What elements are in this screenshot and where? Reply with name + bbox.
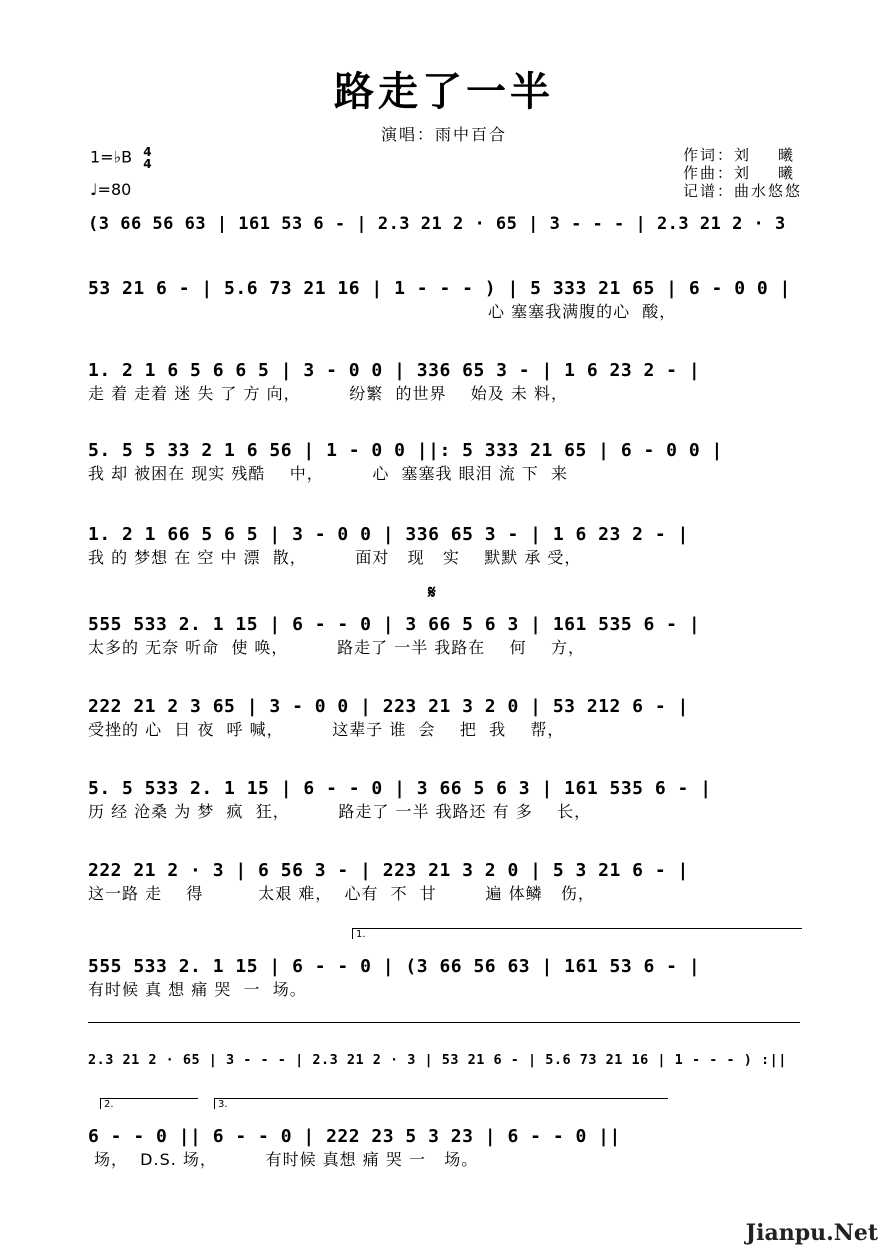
- score-system-6: [88, 614, 800, 658]
- tempo-marking: ♩=80: [90, 180, 132, 199]
- score-system-3: [88, 360, 800, 404]
- score-system-10: [88, 956, 800, 1000]
- lyrics-line: 场， D.S. 场， 有时候 真想 痛 哭 一 场。: [94, 1150, 479, 1169]
- credits-block: [683, 146, 802, 200]
- score-system-8: [88, 778, 800, 822]
- time-sig-bottom: 4: [143, 157, 152, 171]
- notation-line: 2.3 21 2 · 65 | 3 - - - | 2.3 21 2 · 3 | 53 21 6 - | 5.6 73 21 16 | 1 - - - ) :||: [88, 1052, 787, 1068]
- lyricist-credit: 作词：刘 曦: [682, 146, 796, 164]
- score-system-7: [88, 696, 800, 740]
- key-label: 1=♭B: [90, 147, 133, 167]
- score-system-5: [88, 524, 800, 568]
- composer-credit: 作曲：刘 曦: [682, 164, 796, 182]
- score-system-2: [88, 278, 800, 322]
- volta-second-ending: 2.: [100, 1098, 198, 1109]
- score-system-4: [88, 440, 800, 484]
- notation-line: (3 66 56 63 | 161 53 6 - | 2.3 21 2 · 65 | 3 - - - | 2.3 21 2 · 3: [88, 214, 786, 234]
- time-sig-top: 4: [143, 145, 152, 159]
- notation-line: 5. 5 533 2. 1 15 | 6 - - 0 | 3 66 5 6 3 | 161 535 6 - |: [88, 778, 712, 799]
- site-watermark: Jianpu.Net: [745, 1220, 878, 1246]
- lyrics-line: 走 着 走着 迷 失 了 方 向， 纷繁 的世界 始及 未 料，: [88, 384, 568, 403]
- lyrics-line: 历 经 沧桑 为 梦 疯 狂， 路走了 一半 我路还 有 多 长，: [88, 802, 592, 821]
- song-title: 路走了一半: [334, 68, 554, 115]
- lyrics-line: 我 却 被困在 现实 残酷 中， 心 塞塞我 眼泪 流 下 来: [88, 464, 568, 483]
- score-system-11: [88, 1052, 800, 1068]
- notation-line: 5. 5 5 33 2 1 6 56 | 1 - 0 0 ||: 5 333 21 65 | 6 - 0 0 |: [88, 440, 723, 461]
- score-system-12: [88, 1126, 800, 1170]
- notation-line: 1. 2 1 66 5 6 5 | 3 - 0 0 | 336 65 3 - | 1 6 23 2 - |: [88, 524, 689, 545]
- score-system-9: [88, 860, 800, 904]
- segno-sign: 𝄋: [428, 582, 436, 603]
- volta-continuation-line: [88, 1022, 800, 1023]
- volta-first-ending: 1.: [352, 928, 802, 939]
- notation-line: 1. 2 1 6 5 6 6 5 | 3 - 0 0 | 336 65 3 - | 1 6 23 2 - |: [88, 360, 701, 381]
- lyrics-line: 有时候 真 想 痛 哭 一 场。: [88, 980, 307, 999]
- lyrics-line: 这一路 走 得 太艰 难， 心有 不 甘 遍 体鳞 伤，: [88, 884, 595, 903]
- lyrics-line: 我 的 梦想 在 空 中 漂 散， 面对 现 实 默默 承 受，: [88, 548, 582, 567]
- notation-line: 555 533 2. 1 15 | 6 - - 0 | (3 66 56 63 | 161 53 6 - |: [88, 956, 701, 977]
- notation-line: 222 21 2 · 3 | 6 56 3 - | 223 21 3 2 0 | 5 3 21 6 - |: [88, 860, 689, 881]
- score-system-1: [88, 214, 800, 234]
- notation-line: 53 21 6 - | 5.6 73 21 16 | 1 - - - ) | 5 333 21 65 | 6 - 0 0 |: [88, 278, 791, 299]
- singer-credit: 演唱：雨中百合: [380, 125, 507, 144]
- lyrics-line: 心 塞塞我满腹的心 酸，: [488, 302, 677, 321]
- notation-line: 555 533 2. 1 15 | 6 - - 0 | 3 66 5 6 3 | 161 535 6 - |: [88, 614, 701, 635]
- lyrics-line: 受挫的 心 日 夜 呼 喊， 这辈子 谁 会 把 我 帮，: [88, 720, 565, 739]
- volta-third-ending: 3.: [214, 1098, 668, 1109]
- transcriber-credit: 记谱：曲水悠悠: [682, 182, 802, 200]
- lyrics-line: 太多的 无奈 听命 使 唤， 路走了 一半 我路在 何 方，: [88, 638, 585, 657]
- notation-line: 222 21 2 3 65 | 3 - 0 0 | 223 21 3 2 0 | 53 212 6 - |: [88, 696, 689, 717]
- key-signature: [90, 146, 152, 170]
- time-signature: [143, 146, 151, 170]
- notation-line: 6 - - 0 || 6 - - 0 | 222 23 5 3 23 | 6 - - 0 ||: [88, 1126, 621, 1147]
